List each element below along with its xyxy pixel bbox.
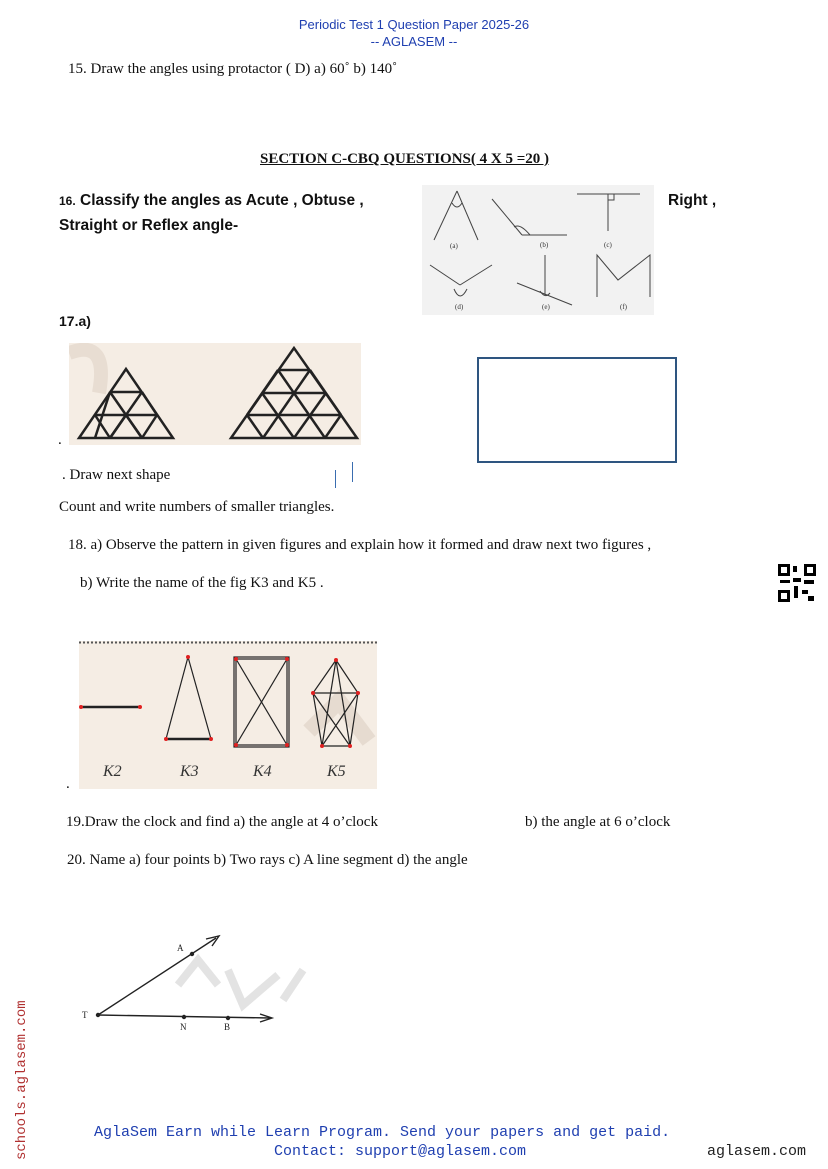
section-c-title: SECTION C-CBQ QUESTIONS( 4 X 5 =20 ) — [260, 151, 550, 167]
question-19-b: b) the angle at 6 o’clock — [525, 814, 671, 830]
point-label-b: B — [224, 1022, 231, 1032]
vertical-mark — [352, 462, 353, 482]
question-20: 20. Name a) four points b) Two rays c) A line segment d) the angle — [67, 852, 468, 868]
qr-code — [778, 564, 816, 602]
triangle-pattern-figure — [69, 343, 361, 445]
figure-label-k5: K5 — [327, 763, 346, 780]
angle-label-f: (f) — [620, 303, 627, 311]
point-label-a: A — [177, 943, 184, 953]
answer-box — [477, 357, 677, 463]
angles-figure — [422, 185, 654, 315]
question-19-a: 19.Draw the clock and find a) the angle at 4 o’clock — [66, 814, 378, 830]
question-17-draw-text: . Draw next shape — [62, 467, 171, 483]
k-graph-figure — [79, 641, 377, 789]
angle-label-e: (e) — [542, 303, 550, 311]
question-18-line-b: b) Write the name of the fig K3 and K5 . — [80, 575, 324, 591]
question-16-number: 16. — [59, 194, 76, 208]
figure-label-k4: K4 — [253, 763, 272, 780]
vertical-mark — [335, 470, 336, 488]
question-18-dot: . — [66, 776, 70, 792]
footer-line-1: AglaSem Earn while Learn Program. Send your papers and get paid. — [94, 1124, 671, 1141]
footer-site: aglasem.com — [707, 1143, 807, 1160]
figure-label-k2: K2 — [103, 763, 122, 780]
question-17-label: 17.a) — [59, 313, 91, 329]
angle-label-a: (a) — [450, 242, 458, 250]
side-watermark: schools.aglasem.com — [14, 1000, 30, 1160]
angle-label-c: (c) — [604, 241, 612, 249]
question-15: 15. Draw the angles using protactor ( D) a) 60˚ b) 140˚ — [68, 61, 398, 77]
footer-contact: Contact: support@aglasem.com — [274, 1143, 527, 1160]
question-16-line2: Straight or Reflex angle- — [59, 217, 239, 234]
point-label-n: N — [180, 1022, 187, 1032]
angle-label-b: (b) — [540, 241, 549, 249]
question-16-right: Right , — [668, 192, 717, 209]
point-label-t: T — [82, 1010, 88, 1020]
figure-label-k3: K3 — [180, 763, 199, 780]
question-17-count-text: Count and write numbers of smaller triangles. — [59, 499, 335, 515]
question-16-line1 — [59, 192, 364, 210]
header-subtitle: -- AGLASEM -- — [370, 34, 458, 49]
angle-label-d: (d) — [455, 303, 464, 311]
question-17-dot: . — [58, 432, 62, 448]
question-16-text: Classify the angles as Acute , Obtuse , — [80, 192, 364, 209]
question-18-line-a: 18. a) Observe the pattern in given figures and explain how it formed and draw next two figures , — [68, 537, 652, 553]
header-title: Periodic Test 1 Question Paper 2025-26 — [298, 17, 530, 32]
rays-figure — [78, 930, 318, 1035]
